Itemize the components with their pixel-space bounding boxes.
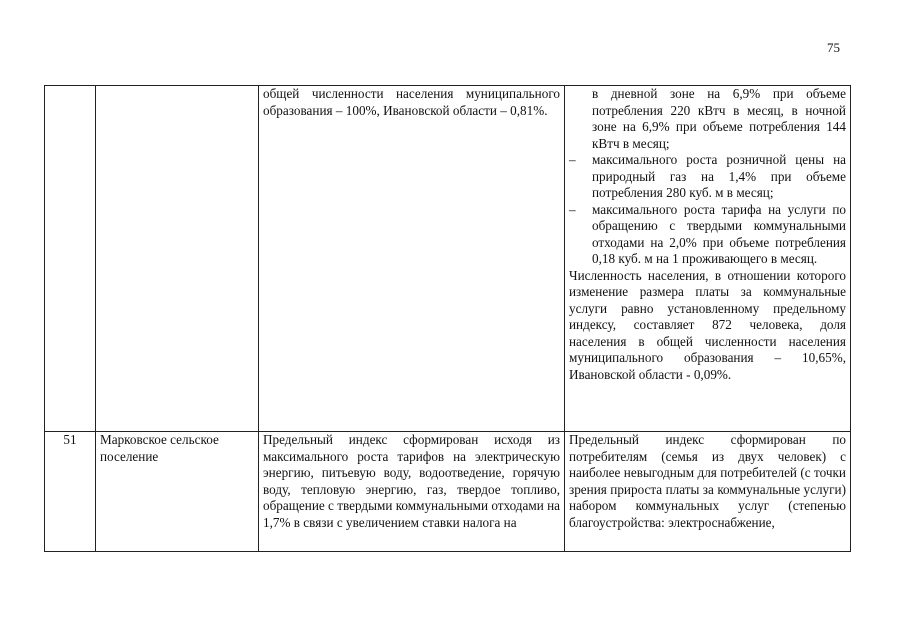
list-item-text: максимального роста розничной цены на природный газ на 1,4% при объеме потребления 280 куб. м в месяц; (592, 152, 846, 200)
table-row (45, 86, 851, 432)
table-row (45, 432, 851, 552)
list-item-text: максимального роста тарифа на услуги по обращению с твердыми коммунальными отходами на 2,0% при объеме потребления 0,18 куб. м на 1 проживающего в месяц. (592, 201, 846, 266)
consumer-basis-text: Предельный индекс сформирован по потребителям (семья из двух человек) с наиболее невыгодным для потребителей (с точки зрения прироста платы за коммунальные услуги) набором коммунальных услуг (степенью благоустройства: электроснабжение, (569, 432, 846, 530)
tariff-table (44, 85, 851, 552)
page-number: 75 (827, 40, 840, 55)
row-number-cell (45, 86, 96, 432)
index-basis-text: Предельный индекс сформирован исходя из максимального роста тарифов на электрическую энергию, питьевую воду, водоотведение, горячую воду, тепловую энергию, газ, твердое топливо, обращение с твердыми коммунальными отходами на 1,7% в связи с увеличением ставки налога на (263, 432, 560, 530)
row-number-cell: 51 (45, 432, 96, 552)
consumer-basis-cell (565, 86, 851, 432)
consumer-basis-cell (565, 432, 851, 552)
index-basis-cell (259, 432, 565, 552)
settlement-name-cell: Марковское сельское поселение (96, 432, 259, 552)
list-item (569, 86, 846, 152)
growth-list (569, 86, 846, 268)
dash-marker: – (569, 201, 576, 217)
list-item-text: в дневной зоне на 6,9% при объеме потребления 220 кВтч в месяц, в ночной зоне на 6,9% при объеме потребления 144 кВтч в месяц; (592, 86, 846, 151)
list-item (569, 202, 846, 268)
settlement-name-cell (96, 86, 259, 432)
dash-marker: – (569, 152, 576, 167)
index-basis-text: общей численности населения муниципального образования – 100%, Ивановской области – 0,81%. (263, 86, 560, 118)
population-paragraph: Численность населения, в отношении которого изменение размера платы за коммунальные услуги равно установленному предельному индексу, составляет 872 человека, доля населения в общей численности населения муниципального образования – 10,65%, Ивановской области - 0,09%. (569, 267, 846, 382)
list-item (569, 152, 846, 202)
index-basis-cell (259, 86, 565, 432)
